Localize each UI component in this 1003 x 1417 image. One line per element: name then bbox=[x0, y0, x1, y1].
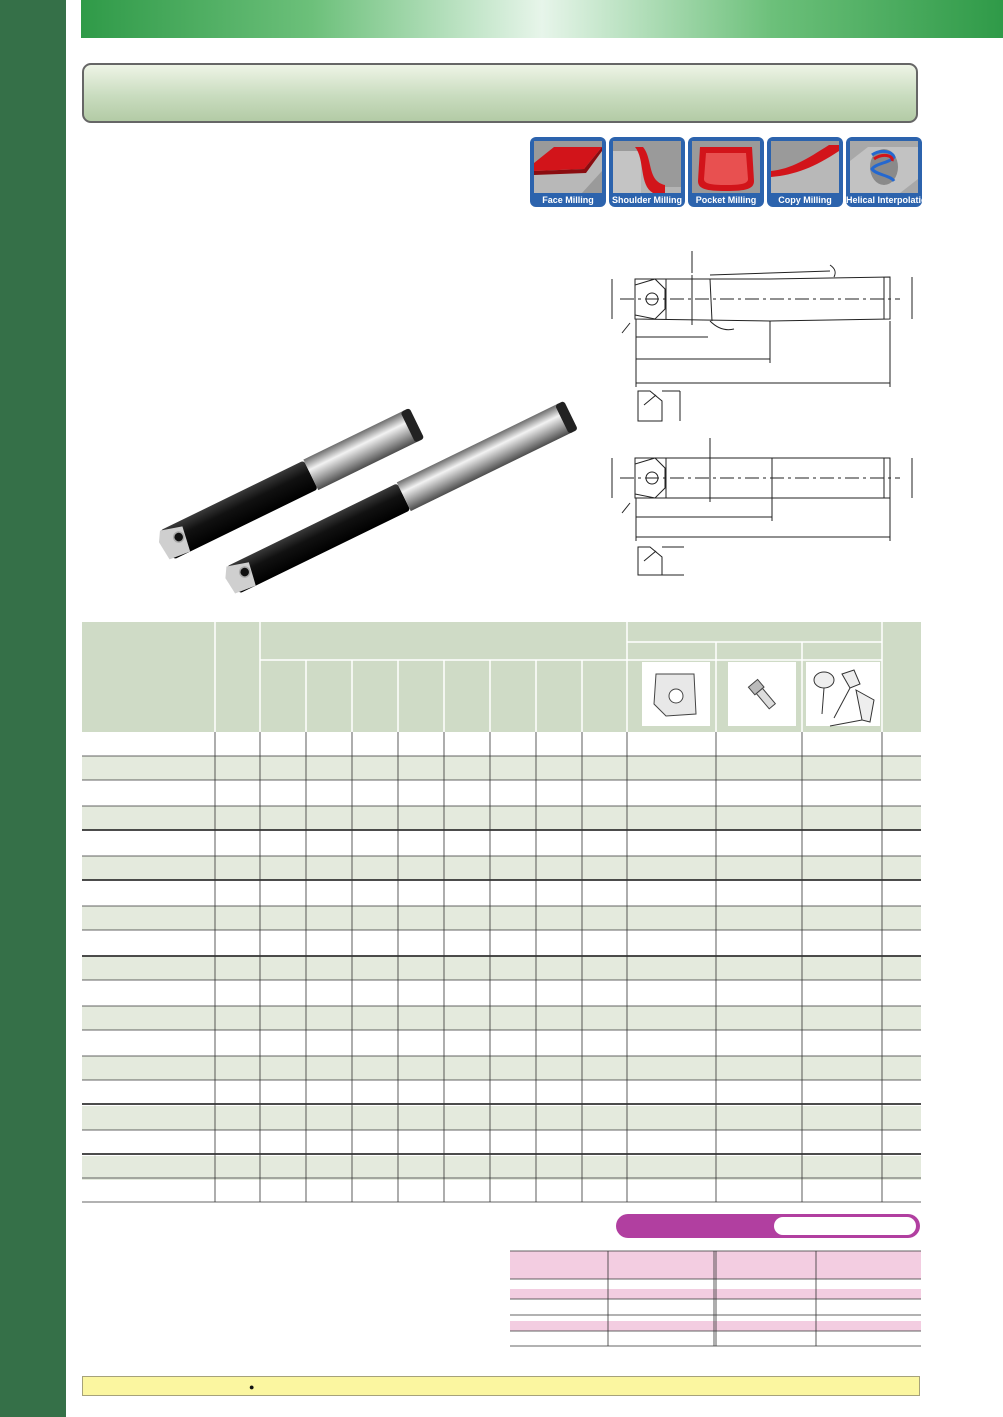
title-bar bbox=[82, 63, 918, 123]
shoulder-milling-icon bbox=[613, 141, 681, 193]
op-helical-interpolation bbox=[846, 137, 933, 207]
face-milling-icon bbox=[534, 141, 602, 193]
op-pocket-milling bbox=[688, 137, 764, 207]
op-shoulder-milling bbox=[609, 137, 685, 207]
footer-bar bbox=[82, 1376, 920, 1396]
product-photo bbox=[155, 405, 595, 610]
toggle-chip-inner bbox=[774, 1217, 916, 1235]
spec-table bbox=[82, 622, 921, 1202]
drawing-type-a bbox=[612, 251, 912, 421]
drawing-type-b bbox=[612, 438, 912, 575]
top-gradient-band bbox=[81, 0, 1003, 38]
op-face-milling bbox=[530, 137, 606, 207]
op-label: Shoulder Milling bbox=[612, 195, 682, 205]
footer-bullet: ● bbox=[249, 1382, 255, 1392]
table-body bbox=[82, 756, 921, 1180]
pink-table bbox=[510, 1251, 921, 1347]
operation-icons bbox=[530, 137, 933, 207]
helical-interpolation-icon bbox=[850, 141, 918, 193]
side-color-bar bbox=[0, 0, 66, 1417]
op-label: Pocket Milling bbox=[695, 195, 757, 205]
op-copy-milling bbox=[767, 137, 843, 207]
technical-drawing bbox=[600, 245, 930, 585]
op-label: Face Milling bbox=[542, 195, 594, 205]
copy-milling-icon bbox=[771, 141, 839, 193]
op-label: Copy Milling bbox=[778, 195, 832, 205]
toggle-chip bbox=[616, 1214, 920, 1238]
op-label: Helical Interpolation bbox=[846, 195, 933, 205]
pocket-milling-icon bbox=[692, 141, 760, 193]
